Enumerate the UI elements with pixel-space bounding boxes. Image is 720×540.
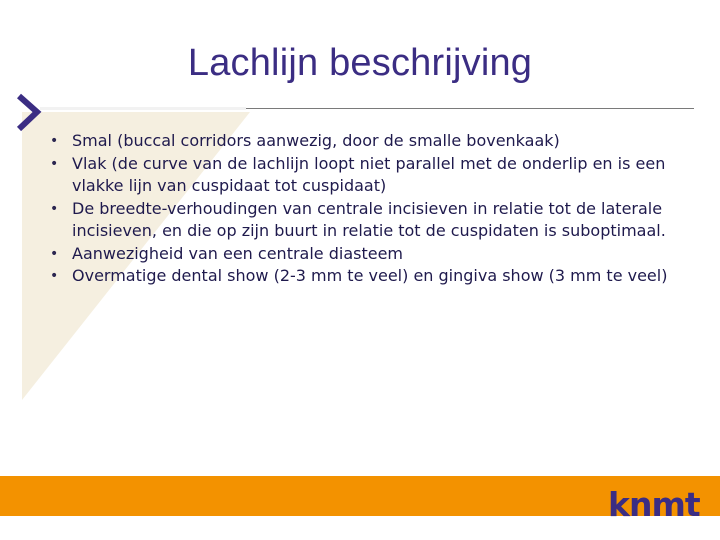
list-item [48, 243, 678, 266]
knmt-logo: knmt [608, 485, 700, 524]
list-item [48, 153, 678, 198]
bullet-list [48, 130, 678, 288]
bullet-text: De breedte-verhoudingen van centrale incisieven in relatie tot de laterale incisieven, en die op zijn buurt in relatie tot de cuspidaten is suboptimaal. [72, 198, 666, 240]
bullet-marker: • [50, 245, 59, 262]
chevron-right-icon [14, 92, 44, 134]
title-underline-highlight [40, 107, 246, 110]
bullet-text: Vlak (de curve van de lachlijn loopt niet parallel met de onderlip en is een vlakke lijn van cuspidaat tot cuspidaat) [72, 153, 666, 195]
bullet-text: Overmatige dental show (2-3 mm te veel) en gingiva show (3 mm te veel) [72, 266, 668, 285]
bullet-marker: • [50, 155, 59, 172]
bullet-marker: • [50, 133, 59, 149]
list-item [48, 265, 678, 288]
bullet-text: Smal (buccal corridors aanwezig, door de smalle bovenkaak) [72, 131, 560, 150]
bullet-text: Aanwezigheid van een centrale diasteem [72, 243, 404, 263]
bullet-marker: • [50, 268, 59, 284]
list-item [48, 198, 678, 243]
slide-title: Lachlijn beschrijving [187, 42, 533, 84]
list-item [48, 130, 678, 153]
bullet-marker: • [50, 200, 59, 217]
